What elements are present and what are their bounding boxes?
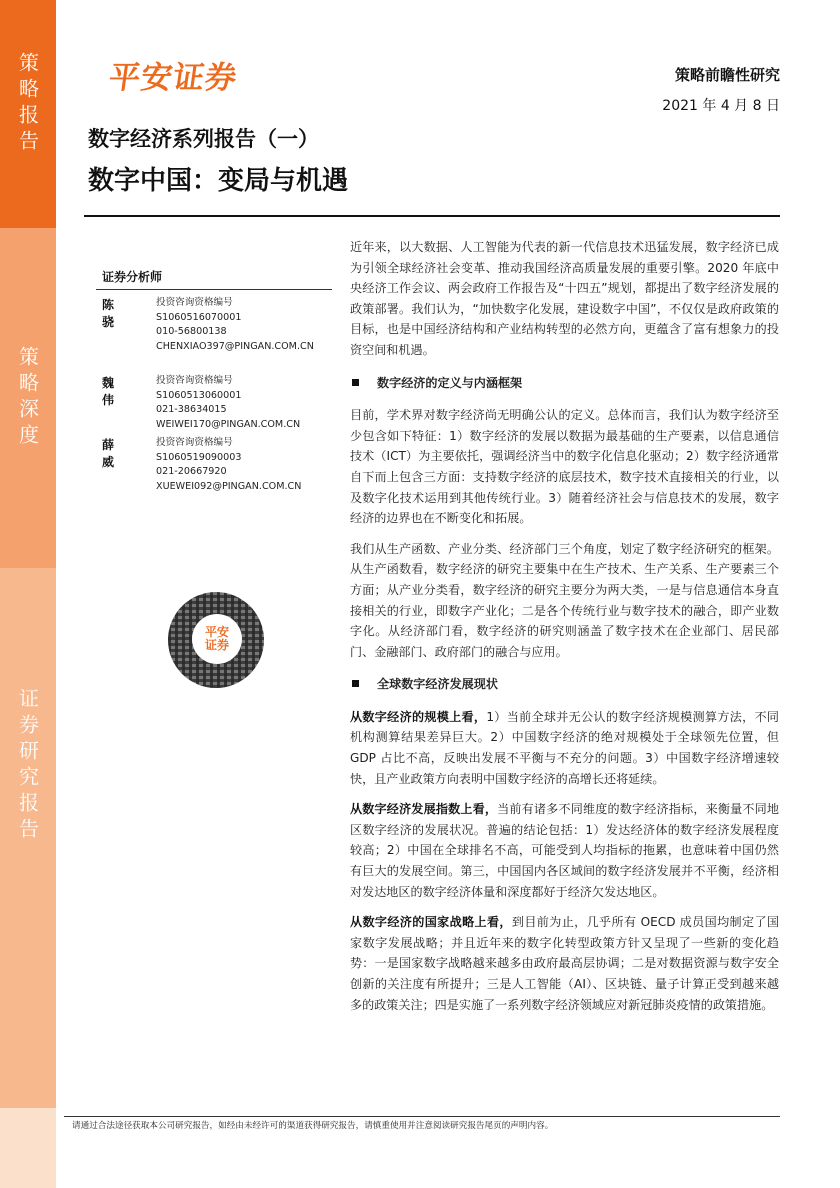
footer-divider xyxy=(64,1116,780,1117)
brand-logo: 平安证券 xyxy=(106,60,240,96)
section-title: 数字经济的定义与内涵框架 xyxy=(377,375,523,390)
body-paragraph: 目前，学术界对数字经济尚无明确公认的定义。总体而言，我们认为数字经济至少包含如下特征：1）数字经济的发展以数据为最基础的生产要素，以信息通信技术（ICT）为主要依托，强调经济当中的数字化信息化驱动；2）数字经济通常自下而上包含三方面：支持数字经济的底层技术，数字技术直接相关的行业，以及数字化技术运用到其他传统行业。3）随着经济社会与信息技术的发展，数字经济的边界也在不断变化和拓展。 xyxy=(350,408,779,526)
section-heading xyxy=(352,674,779,695)
page-title: 数字中国：变局与机遇 xyxy=(88,166,349,196)
paragraph-text: 当前有诸多不同维度的数字经济指标，来衡量不同地区数字经济的发展状况。普遍的结论包括：1）发达经济体的数字经济发展程度较高；2）中国在全球排名不高，可能受到人均指标的拖累，也意味着中国仍然有巨大的发展空间。第三，中国国内各区域间的数字经济发展并不平衡，经济相对发达地区的数字经济体量和深度都好于经济欠发达地区。 xyxy=(350,802,779,899)
paragraph-lead: 从数字经济发展指数上看， xyxy=(350,802,498,817)
sidebar-band-bottom xyxy=(0,1108,56,1188)
main-content xyxy=(350,237,779,1025)
sidebar-band-report xyxy=(0,0,56,228)
section-heading xyxy=(352,373,779,394)
analyst-email[interactable]: WEIWEI170@PINGAN.COM.CN xyxy=(156,418,301,430)
square-bullet-icon xyxy=(352,680,359,687)
analyst-divider xyxy=(96,289,332,290)
qr-code-center-logo xyxy=(192,614,242,664)
footer-disclaimer: 请通过合法途径获取本公司研究报告，如经由未经许可的渠道获得研究报告，请慎重使用并注意阅读研究报告尾页的声明内容。 xyxy=(72,1121,554,1131)
section-title: 全球数字经济发展现状 xyxy=(377,677,498,692)
paragraph-lead: 从数字经济的国家战略上看， xyxy=(350,915,512,930)
body-paragraph: 我们从生产函数、产业分类、经济部门三个角度，划定了数字经济研究的框架。从生产函数看，数字经济的研究主要集中在生产技术、生产关系、生产要素三个方面；从产业分类看，数字经济的研究主要分为两大类，一是与信息通信本身直接相关的行业，即数字产业化；二是各个传统行业与数字技术的融合，即产业数字化。从经济部门看，数字经济的研究则涵盖了数字技术在企业部门、居民部门、金融部门、政府部门的融合与应用。 xyxy=(350,541,779,659)
body-paragraph xyxy=(350,799,779,902)
body-paragraph xyxy=(350,707,779,789)
analyst-cert-number: S1060516070001 xyxy=(156,311,242,323)
square-bullet-icon xyxy=(352,379,359,386)
paragraph-text: 1）当前全球并无公认的数字经济规模测算方法，不同机构测算结果差异巨大。2）中国数字经济的绝对规模处于全球领先位置，但 GDP 占比不高，反映出发展不平衡与不充分的问题。3）中国数字经济增速较快，且产业政策方向表明中国数字经济的高增长还将延续。 xyxy=(350,709,779,786)
sidebar-label-depth: 策略深度 xyxy=(15,346,40,450)
header-divider xyxy=(84,215,780,217)
analyst-name: 薛威 xyxy=(102,438,115,469)
left-sidebar xyxy=(0,0,56,1188)
qr-center-text: 平安证券 xyxy=(204,625,229,652)
sidebar-band-research xyxy=(0,568,56,1108)
series-title: 数字经济系列报告（一） xyxy=(88,127,319,151)
analyst-name: 陈骁 xyxy=(102,298,115,329)
paragraph-lead: 从数字经济的规模上看， xyxy=(350,709,487,724)
intro-paragraph: 近年来，以大数据、人工智能为代表的新一代信息技术迅猛发展，数字经济已成为引领全球经济社会变革、推动我国经济高质量发展的重要引擎。2020 年底中央经济工作会议、两会政府工作报告及“十四五”规划，都提出了数字经济发展的政策部署。我们认为，“加快数字化发展，建设数字中国”，不仅仅是政府政策的目标，也是中国经济结构和产业结构转型的必然方向，更蕴含了富有想象力的投资空间和机遇。 xyxy=(350,240,779,357)
analyst-cert-number: S1060513060001 xyxy=(156,389,242,401)
analyst-name: 魏伟 xyxy=(102,376,115,407)
analyst-cert-label: 投资咨询资格编号 xyxy=(156,297,233,308)
analyst-phone: 021-20667920 xyxy=(156,466,227,477)
document-date: 2021 年 4 月 8 日 xyxy=(662,98,780,114)
analyst-phone: 021-38634015 xyxy=(156,404,227,415)
sidebar-label-research: 证券研究报告 xyxy=(15,688,40,844)
analyst-cert-label: 投资咨询资格编号 xyxy=(156,375,233,386)
paragraph-text: 到目前为止，几乎所有 OECD 成员国均制定了国家数字发展战略；并且近年来的数字化转型政策方针又呈现了一些新的变化趋势：一是国家数字战略越来越多由政府最高层协调；二是对数据资源与数字安全创新的关注度有所提升；三是人工智能（AI）、区块链、量子计算正受到越来越多的政策关注；四是实施了一系列数字经济领域应对新冠肺炎疫情的政策措施。 xyxy=(350,915,779,1012)
analyst-cert-label: 投资咨询资格编号 xyxy=(156,437,233,448)
document-type: 策略前瞻性研究 xyxy=(674,66,780,84)
sidebar-band-depth xyxy=(0,228,56,568)
analyst-heading: 证券分析师 xyxy=(102,270,163,284)
sidebar-label-report: 策略报告 xyxy=(15,52,40,156)
analyst-cert-number: S1060519090003 xyxy=(156,451,242,463)
body-paragraph xyxy=(350,912,779,1015)
analyst-email[interactable]: XUEWEI092@PINGAN.COM.CN xyxy=(156,480,302,492)
analyst-phone: 010-56800138 xyxy=(156,326,227,337)
analyst-email[interactable]: CHENXIAO397@PINGAN.COM.CN xyxy=(156,340,314,352)
